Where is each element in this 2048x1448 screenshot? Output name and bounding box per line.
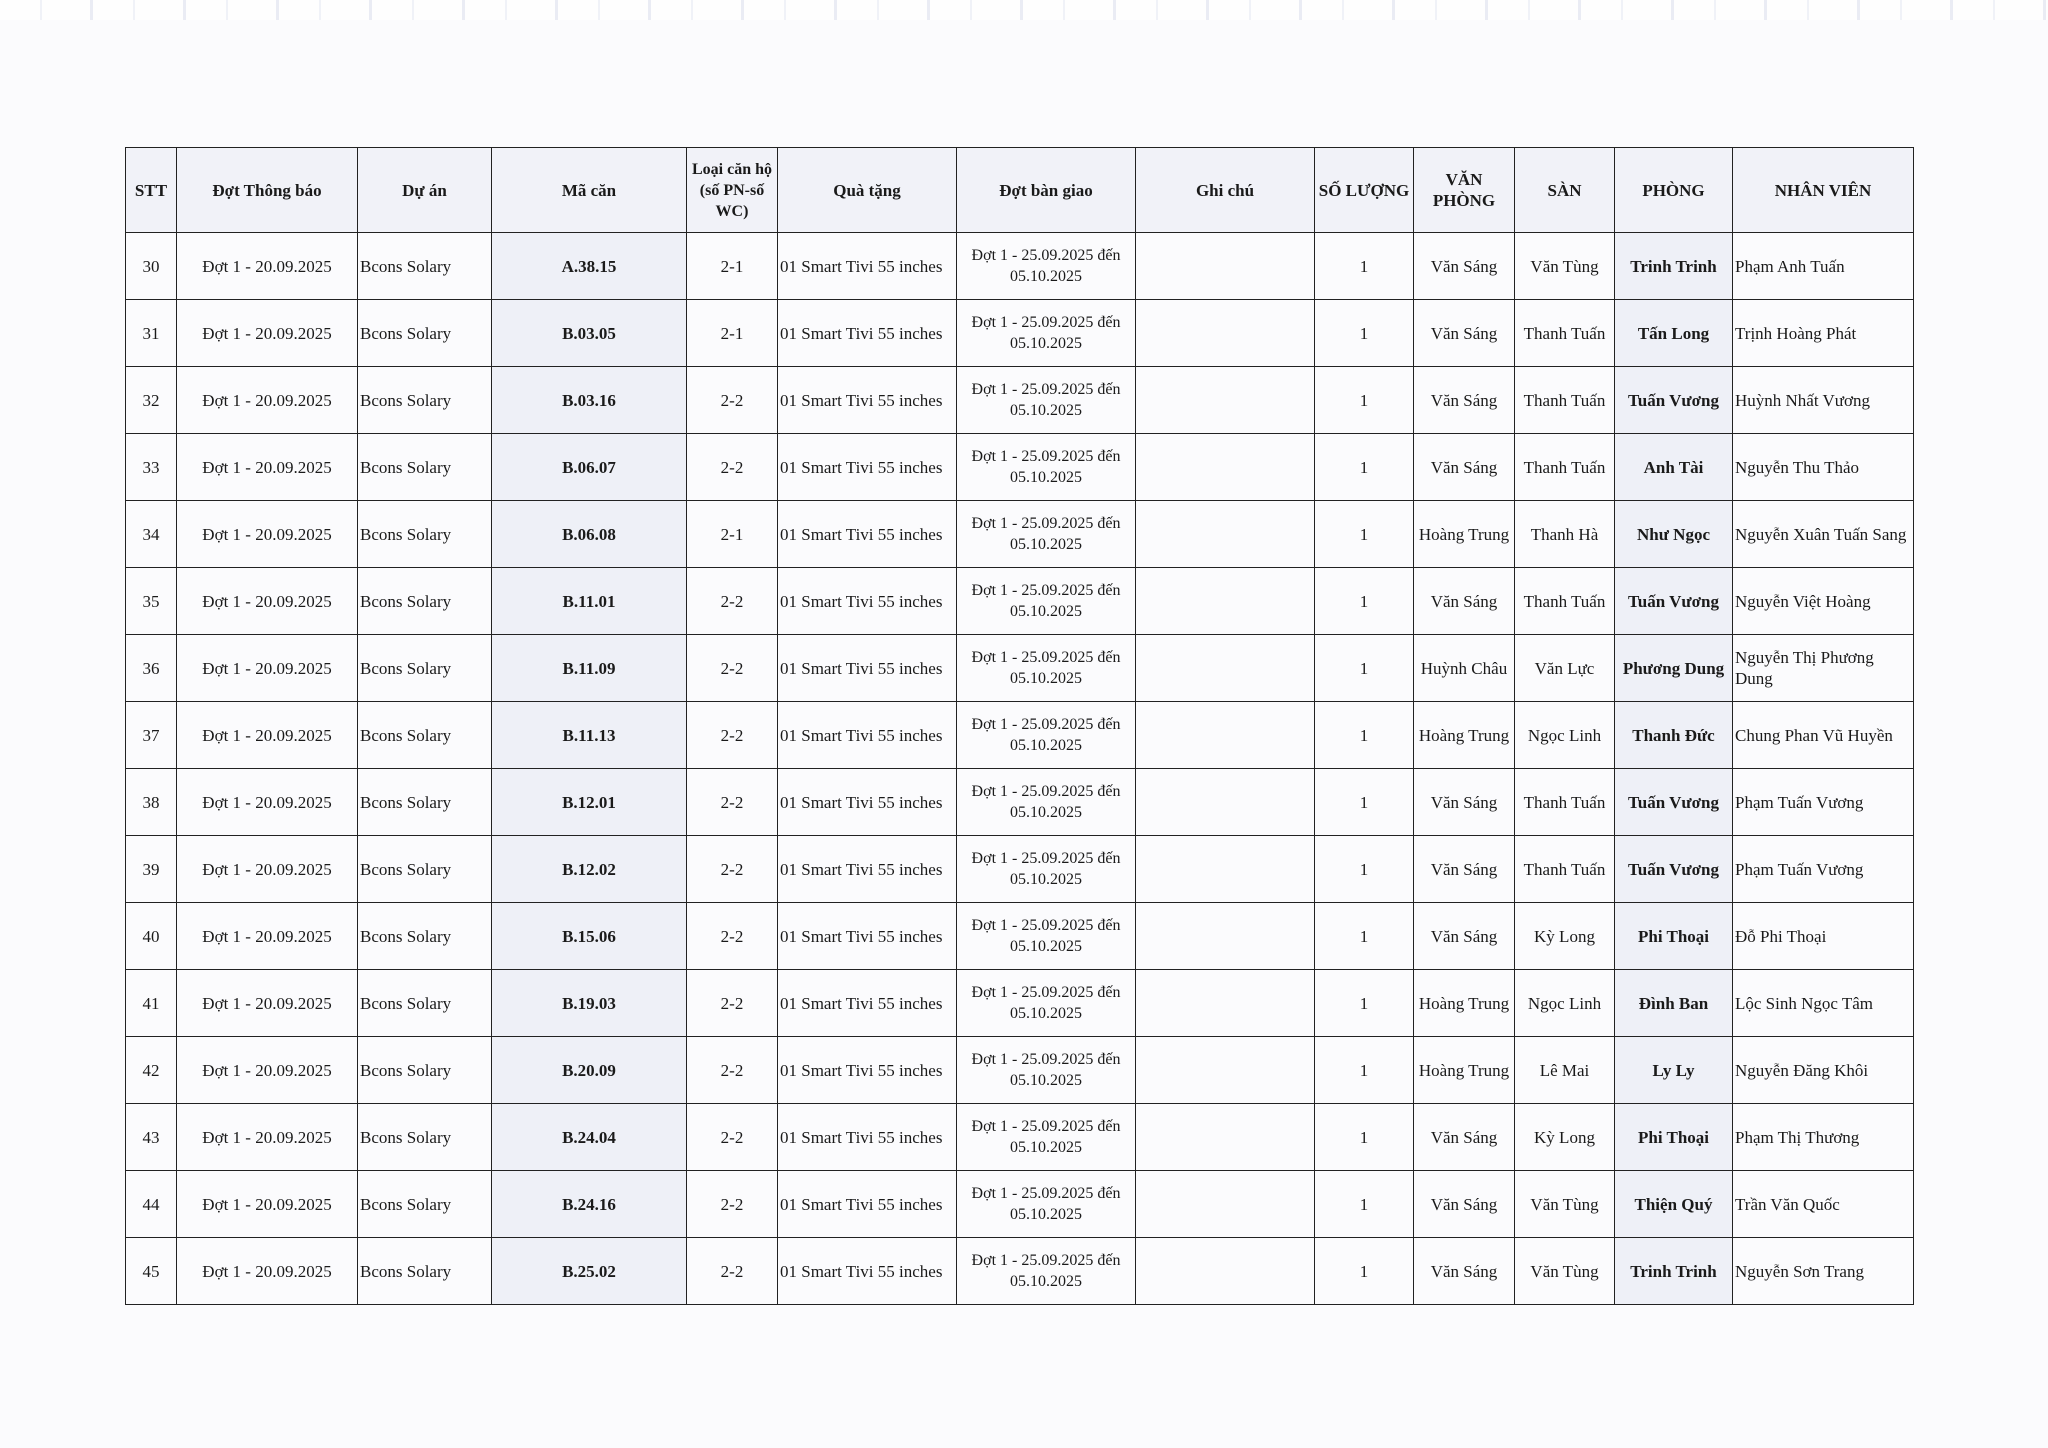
cell-dot-thong-bao: Đợt 1 - 20.09.2025	[177, 434, 358, 501]
cell-ma-can: B.11.09	[492, 635, 687, 702]
cell-loai-can-ho: 2-2	[687, 702, 778, 769]
cell-san: Thanh Tuấn	[1515, 769, 1615, 836]
cell-so-luong: 1	[1315, 367, 1414, 434]
cell-dot-thong-bao: Đợt 1 - 20.09.2025	[177, 769, 358, 836]
cell-nhan-vien: Phạm Tuấn Vương	[1733, 836, 1914, 903]
cell-dot-ban-giao: Đợt 1 - 25.09.2025 đến 05.10.2025	[957, 1104, 1136, 1171]
cell-dot-ban-giao: Đợt 1 - 25.09.2025 đến 05.10.2025	[957, 836, 1136, 903]
cell-dot-thong-bao: Đợt 1 - 20.09.2025	[177, 1171, 358, 1238]
cell-stt: 45	[126, 1238, 177, 1305]
cell-stt: 30	[126, 233, 177, 300]
cell-dot-ban-giao: Đợt 1 - 25.09.2025 đến 05.10.2025	[957, 1171, 1136, 1238]
cell-phong: Tuấn Vương	[1615, 836, 1733, 903]
cell-van-phong: Văn Sáng	[1414, 1104, 1515, 1171]
column-header-ghi-chu: Ghi chú	[1136, 148, 1315, 233]
scan-artifact	[0, 0, 2048, 20]
cell-ghi-chu	[1136, 367, 1315, 434]
cell-stt: 39	[126, 836, 177, 903]
cell-van-phong: Văn Sáng	[1414, 300, 1515, 367]
cell-dot-thong-bao: Đợt 1 - 20.09.2025	[177, 233, 358, 300]
cell-loai-can-ho: 2-2	[687, 367, 778, 434]
cell-van-phong: Văn Sáng	[1414, 233, 1515, 300]
cell-ghi-chu	[1136, 1104, 1315, 1171]
cell-nhan-vien: Phạm Anh Tuấn	[1733, 233, 1914, 300]
column-header-du-an: Dự án	[358, 148, 492, 233]
cell-stt: 41	[126, 970, 177, 1037]
cell-loai-can-ho: 2-2	[687, 836, 778, 903]
cell-du-an: Bcons Solary	[358, 367, 492, 434]
cell-van-phong: Hoàng Trung	[1414, 702, 1515, 769]
cell-so-luong: 1	[1315, 501, 1414, 568]
table-row	[126, 434, 1914, 501]
cell-ghi-chu	[1136, 702, 1315, 769]
cell-qua-tang: 01 Smart Tivi 55 inches	[778, 836, 957, 903]
cell-loai-can-ho: 2-2	[687, 1104, 778, 1171]
cell-stt: 40	[126, 903, 177, 970]
cell-van-phong: Hoàng Trung	[1414, 1037, 1515, 1104]
cell-nhan-vien: Chung Phan Vũ Huyền	[1733, 702, 1914, 769]
cell-van-phong: Huỳnh Châu	[1414, 635, 1515, 702]
cell-san: Thanh Tuấn	[1515, 434, 1615, 501]
cell-ghi-chu	[1136, 434, 1315, 501]
cell-ghi-chu	[1136, 1238, 1315, 1305]
cell-ghi-chu	[1136, 970, 1315, 1037]
cell-san: Thanh Hà	[1515, 501, 1615, 568]
cell-qua-tang: 01 Smart Tivi 55 inches	[778, 568, 957, 635]
cell-dot-thong-bao: Đợt 1 - 20.09.2025	[177, 1104, 358, 1171]
cell-van-phong: Văn Sáng	[1414, 903, 1515, 970]
table-row	[126, 836, 1914, 903]
cell-san: Văn Lực	[1515, 635, 1615, 702]
cell-dot-ban-giao: Đợt 1 - 25.09.2025 đến 05.10.2025	[957, 233, 1136, 300]
cell-van-phong: Văn Sáng	[1414, 367, 1515, 434]
cell-san: Ngọc Linh	[1515, 970, 1615, 1037]
cell-ghi-chu	[1136, 300, 1315, 367]
cell-qua-tang: 01 Smart Tivi 55 inches	[778, 1104, 957, 1171]
cell-van-phong: Văn Sáng	[1414, 434, 1515, 501]
column-header-qua-tang: Quà tặng	[778, 148, 957, 233]
cell-ghi-chu	[1136, 903, 1315, 970]
cell-nhan-vien: Phạm Thị Thương	[1733, 1104, 1914, 1171]
cell-phong: Trinh Trinh	[1615, 233, 1733, 300]
cell-san: Lê Mai	[1515, 1037, 1615, 1104]
cell-ma-can: B.06.08	[492, 501, 687, 568]
cell-nhan-vien: Nguyễn Xuân Tuấn Sang	[1733, 501, 1914, 568]
table-row	[126, 1104, 1914, 1171]
cell-phong: Trinh Trinh	[1615, 1238, 1733, 1305]
cell-du-an: Bcons Solary	[358, 970, 492, 1037]
cell-phong: Ly Ly	[1615, 1037, 1733, 1104]
table-row	[126, 769, 1914, 836]
cell-stt: 35	[126, 568, 177, 635]
column-header-stt: STT	[126, 148, 177, 233]
cell-phong: Tuấn Vương	[1615, 367, 1733, 434]
cell-nhan-vien: Nguyễn Đăng Khôi	[1733, 1037, 1914, 1104]
cell-so-luong: 1	[1315, 1171, 1414, 1238]
cell-phong: Phương Dung	[1615, 635, 1733, 702]
cell-nhan-vien: Nguyễn Việt Hoàng	[1733, 568, 1914, 635]
cell-so-luong: 1	[1315, 233, 1414, 300]
cell-nhan-vien: Lộc Sinh Ngọc Tâm	[1733, 970, 1914, 1037]
column-header-dot-ban-giao: Đợt bàn giao	[957, 148, 1136, 233]
cell-dot-thong-bao: Đợt 1 - 20.09.2025	[177, 1037, 358, 1104]
cell-ma-can: B.25.02	[492, 1238, 687, 1305]
cell-van-phong: Văn Sáng	[1414, 1171, 1515, 1238]
cell-ma-can: B.24.04	[492, 1104, 687, 1171]
cell-ma-can: B.24.16	[492, 1171, 687, 1238]
cell-loai-can-ho: 2-2	[687, 434, 778, 501]
cell-nhan-vien: Huỳnh Nhất Vương	[1733, 367, 1914, 434]
cell-ma-can: B.06.07	[492, 434, 687, 501]
cell-so-luong: 1	[1315, 970, 1414, 1037]
cell-so-luong: 1	[1315, 1104, 1414, 1171]
cell-nhan-vien: Nguyễn Sơn Trang	[1733, 1238, 1914, 1305]
cell-du-an: Bcons Solary	[358, 702, 492, 769]
cell-so-luong: 1	[1315, 635, 1414, 702]
cell-dot-ban-giao: Đợt 1 - 25.09.2025 đến 05.10.2025	[957, 702, 1136, 769]
cell-stt: 33	[126, 434, 177, 501]
cell-san: Ngọc Linh	[1515, 702, 1615, 769]
cell-stt: 42	[126, 1037, 177, 1104]
cell-stt: 38	[126, 769, 177, 836]
cell-loai-can-ho: 2-1	[687, 501, 778, 568]
cell-qua-tang: 01 Smart Tivi 55 inches	[778, 769, 957, 836]
cell-du-an: Bcons Solary	[358, 836, 492, 903]
cell-loai-can-ho: 2-2	[687, 769, 778, 836]
cell-dot-ban-giao: Đợt 1 - 25.09.2025 đến 05.10.2025	[957, 1238, 1136, 1305]
column-header-ma-can: Mã căn	[492, 148, 687, 233]
cell-ghi-chu	[1136, 836, 1315, 903]
cell-dot-ban-giao: Đợt 1 - 25.09.2025 đến 05.10.2025	[957, 635, 1136, 702]
cell-loai-can-ho: 2-2	[687, 568, 778, 635]
table-row	[126, 903, 1914, 970]
cell-nhan-vien: Nguyễn Thu Thảo	[1733, 434, 1914, 501]
cell-loai-can-ho: 2-2	[687, 635, 778, 702]
table-row	[126, 1037, 1914, 1104]
cell-dot-ban-giao: Đợt 1 - 25.09.2025 đến 05.10.2025	[957, 568, 1136, 635]
cell-nhan-vien: Trịnh Hoàng Phát	[1733, 300, 1914, 367]
cell-dot-ban-giao: Đợt 1 - 25.09.2025 đến 05.10.2025	[957, 970, 1136, 1037]
cell-dot-thong-bao: Đợt 1 - 20.09.2025	[177, 568, 358, 635]
cell-phong: Đình Ban	[1615, 970, 1733, 1037]
cell-ma-can: B.11.01	[492, 568, 687, 635]
cell-qua-tang: 01 Smart Tivi 55 inches	[778, 367, 957, 434]
cell-van-phong: Văn Sáng	[1414, 769, 1515, 836]
cell-ghi-chu	[1136, 769, 1315, 836]
cell-du-an: Bcons Solary	[358, 769, 492, 836]
cell-du-an: Bcons Solary	[358, 1171, 492, 1238]
cell-dot-ban-giao: Đợt 1 - 25.09.2025 đến 05.10.2025	[957, 1037, 1136, 1104]
cell-san: Kỳ Long	[1515, 1104, 1615, 1171]
cell-stt: 37	[126, 702, 177, 769]
table-row	[126, 702, 1914, 769]
column-header-phong: PHÒNG	[1615, 148, 1733, 233]
column-header-so-luong: SỐ LƯỢNG	[1315, 148, 1414, 233]
column-header-san: SÀN	[1515, 148, 1615, 233]
cell-ma-can: B.03.05	[492, 300, 687, 367]
cell-qua-tang: 01 Smart Tivi 55 inches	[778, 635, 957, 702]
cell-stt: 31	[126, 300, 177, 367]
cell-du-an: Bcons Solary	[358, 1104, 492, 1171]
column-header-loai-can-ho: Loại căn hộ (số PN-số WC)	[687, 148, 778, 233]
cell-van-phong: Văn Sáng	[1414, 568, 1515, 635]
column-header-nhan-vien: NHÂN VIÊN	[1733, 148, 1914, 233]
cell-so-luong: 1	[1315, 1037, 1414, 1104]
cell-phong: Thiện Quý	[1615, 1171, 1733, 1238]
cell-loai-can-ho: 2-2	[687, 903, 778, 970]
cell-ma-can: B.19.03	[492, 970, 687, 1037]
cell-so-luong: 1	[1315, 1238, 1414, 1305]
cell-qua-tang: 01 Smart Tivi 55 inches	[778, 903, 957, 970]
cell-san: Thanh Tuấn	[1515, 367, 1615, 434]
cell-ma-can: A.38.15	[492, 233, 687, 300]
cell-van-phong: Văn Sáng	[1414, 836, 1515, 903]
cell-so-luong: 1	[1315, 300, 1414, 367]
cell-dot-thong-bao: Đợt 1 - 20.09.2025	[177, 903, 358, 970]
cell-du-an: Bcons Solary	[358, 635, 492, 702]
cell-dot-ban-giao: Đợt 1 - 25.09.2025 đến 05.10.2025	[957, 367, 1136, 434]
cell-qua-tang: 01 Smart Tivi 55 inches	[778, 1238, 957, 1305]
cell-san: Văn Tùng	[1515, 1238, 1615, 1305]
cell-qua-tang: 01 Smart Tivi 55 inches	[778, 501, 957, 568]
cell-nhan-vien: Phạm Tuấn Vương	[1733, 769, 1914, 836]
table-row	[126, 367, 1914, 434]
cell-so-luong: 1	[1315, 568, 1414, 635]
cell-phong: Tấn Long	[1615, 300, 1733, 367]
cell-dot-thong-bao: Đợt 1 - 20.09.2025	[177, 300, 358, 367]
table-row	[126, 970, 1914, 1037]
cell-so-luong: 1	[1315, 903, 1414, 970]
cell-dot-ban-giao: Đợt 1 - 25.09.2025 đến 05.10.2025	[957, 434, 1136, 501]
cell-stt: 32	[126, 367, 177, 434]
cell-loai-can-ho: 2-1	[687, 233, 778, 300]
cell-stt: 34	[126, 501, 177, 568]
cell-so-luong: 1	[1315, 836, 1414, 903]
cell-so-luong: 1	[1315, 434, 1414, 501]
cell-du-an: Bcons Solary	[358, 903, 492, 970]
cell-du-an: Bcons Solary	[358, 300, 492, 367]
cell-ma-can: B.20.09	[492, 1037, 687, 1104]
cell-san: Thanh Tuấn	[1515, 568, 1615, 635]
cell-loai-can-ho: 2-2	[687, 1238, 778, 1305]
cell-san: Thanh Tuấn	[1515, 836, 1615, 903]
cell-du-an: Bcons Solary	[358, 434, 492, 501]
cell-nhan-vien: Nguyễn Thị Phương Dung	[1733, 635, 1914, 702]
cell-dot-thong-bao: Đợt 1 - 20.09.2025	[177, 1238, 358, 1305]
cell-so-luong: 1	[1315, 769, 1414, 836]
table-row	[126, 568, 1914, 635]
cell-dot-ban-giao: Đợt 1 - 25.09.2025 đến 05.10.2025	[957, 769, 1136, 836]
cell-qua-tang: 01 Smart Tivi 55 inches	[778, 702, 957, 769]
cell-van-phong: Hoàng Trung	[1414, 501, 1515, 568]
cell-ma-can: B.15.06	[492, 903, 687, 970]
table-row	[126, 1238, 1914, 1305]
table-header-row	[126, 148, 1914, 233]
table-row	[126, 635, 1914, 702]
cell-phong: Tuấn Vương	[1615, 568, 1733, 635]
cell-dot-thong-bao: Đợt 1 - 20.09.2025	[177, 501, 358, 568]
cell-dot-thong-bao: Đợt 1 - 20.09.2025	[177, 635, 358, 702]
cell-dot-thong-bao: Đợt 1 - 20.09.2025	[177, 367, 358, 434]
cell-nhan-vien: Đỗ Phi Thoại	[1733, 903, 1914, 970]
cell-ghi-chu	[1136, 635, 1315, 702]
cell-san: Kỳ Long	[1515, 903, 1615, 970]
cell-san: Văn Tùng	[1515, 233, 1615, 300]
cell-du-an: Bcons Solary	[358, 501, 492, 568]
table-row	[126, 1171, 1914, 1238]
cell-phong: Thanh Đức	[1615, 702, 1733, 769]
cell-stt: 44	[126, 1171, 177, 1238]
cell-dot-thong-bao: Đợt 1 - 20.09.2025	[177, 836, 358, 903]
cell-van-phong: Văn Sáng	[1414, 1238, 1515, 1305]
cell-phong: Phi Thoại	[1615, 903, 1733, 970]
cell-phong: Anh Tài	[1615, 434, 1733, 501]
cell-dot-ban-giao: Đợt 1 - 25.09.2025 đến 05.10.2025	[957, 501, 1136, 568]
cell-loai-can-ho: 2-1	[687, 300, 778, 367]
cell-san: Văn Tùng	[1515, 1171, 1615, 1238]
column-header-dot-thong-bao: Đợt Thông báo	[177, 148, 358, 233]
cell-phong: Phi Thoại	[1615, 1104, 1733, 1171]
cell-ghi-chu	[1136, 568, 1315, 635]
cell-nhan-vien: Trần Văn Quốc	[1733, 1171, 1914, 1238]
cell-qua-tang: 01 Smart Tivi 55 inches	[778, 1037, 957, 1104]
cell-qua-tang: 01 Smart Tivi 55 inches	[778, 233, 957, 300]
cell-dot-thong-bao: Đợt 1 - 20.09.2025	[177, 702, 358, 769]
cell-loai-can-ho: 2-2	[687, 970, 778, 1037]
cell-du-an: Bcons Solary	[358, 233, 492, 300]
gift-allocation-table	[125, 147, 1914, 1305]
cell-ghi-chu	[1136, 501, 1315, 568]
cell-qua-tang: 01 Smart Tivi 55 inches	[778, 970, 957, 1037]
cell-dot-ban-giao: Đợt 1 - 25.09.2025 đến 05.10.2025	[957, 300, 1136, 367]
cell-ghi-chu	[1136, 233, 1315, 300]
cell-van-phong: Hoàng Trung	[1414, 970, 1515, 1037]
cell-du-an: Bcons Solary	[358, 568, 492, 635]
table-row	[126, 300, 1914, 367]
cell-phong: Như Ngọc	[1615, 501, 1733, 568]
cell-ghi-chu	[1136, 1171, 1315, 1238]
table-body	[126, 233, 1914, 1305]
cell-loai-can-ho: 2-2	[687, 1037, 778, 1104]
cell-qua-tang: 01 Smart Tivi 55 inches	[778, 300, 957, 367]
cell-ghi-chu	[1136, 1037, 1315, 1104]
cell-loai-can-ho: 2-2	[687, 1171, 778, 1238]
cell-san: Thanh Tuấn	[1515, 300, 1615, 367]
column-header-van-phong: VĂN PHÒNG	[1414, 148, 1515, 233]
cell-qua-tang: 01 Smart Tivi 55 inches	[778, 434, 957, 501]
cell-stt: 36	[126, 635, 177, 702]
cell-qua-tang: 01 Smart Tivi 55 inches	[778, 1171, 957, 1238]
cell-stt: 43	[126, 1104, 177, 1171]
cell-dot-ban-giao: Đợt 1 - 25.09.2025 đến 05.10.2025	[957, 903, 1136, 970]
table-row	[126, 233, 1914, 300]
table-row	[126, 501, 1914, 568]
cell-ma-can: B.12.02	[492, 836, 687, 903]
cell-ma-can: B.11.13	[492, 702, 687, 769]
cell-du-an: Bcons Solary	[358, 1037, 492, 1104]
cell-ma-can: B.03.16	[492, 367, 687, 434]
cell-ma-can: B.12.01	[492, 769, 687, 836]
cell-phong: Tuấn Vương	[1615, 769, 1733, 836]
cell-du-an: Bcons Solary	[358, 1238, 492, 1305]
cell-so-luong: 1	[1315, 702, 1414, 769]
cell-dot-thong-bao: Đợt 1 - 20.09.2025	[177, 970, 358, 1037]
